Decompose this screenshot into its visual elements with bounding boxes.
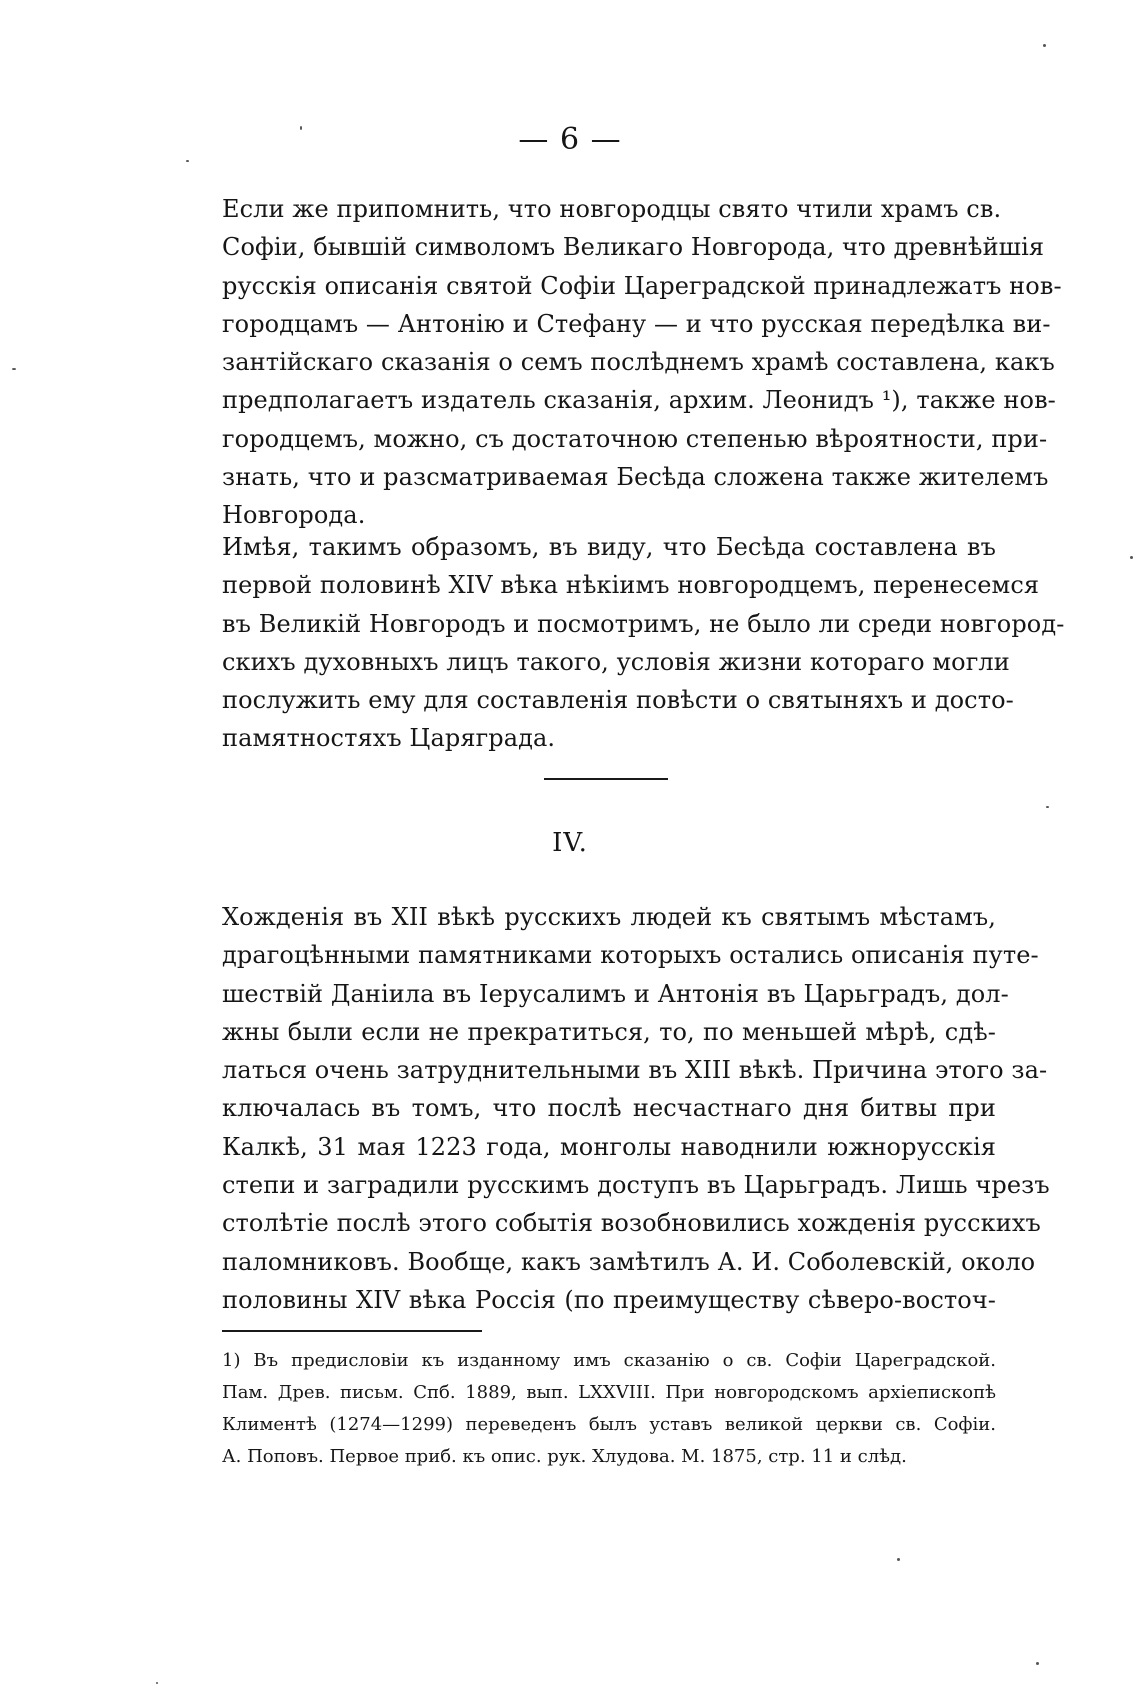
scan-speck <box>186 160 189 162</box>
scan-speck <box>1043 44 1046 47</box>
footnotes <box>222 1345 996 1473</box>
text-line: половины XIV вѣка Россія (по преимуществу сѣверо-восточ- <box>222 1285 996 1314</box>
text-line: жны были если не прекратиться, то, по меньшей мѣрѣ, сдѣ- <box>222 1017 996 1046</box>
text-line: знать, что и разсматриваемая Бесѣда сложена также жителемъ <box>222 463 1049 492</box>
paragraph-2 <box>222 528 1065 758</box>
scan-speck <box>1130 556 1133 559</box>
text-line: шествій Даніила въ Іерусалимъ и Антонія въ Царьградъ, дол- <box>222 979 1009 1008</box>
text-line: Софіи, бывшій символомъ Великаго Новгорода, что древнѣйшія <box>222 233 1045 262</box>
scan-speck <box>300 126 302 130</box>
text-line: городцамъ — Антонію и Стефану — и что русская передѣлка ви- <box>222 309 1051 338</box>
scan-speck <box>156 1682 158 1684</box>
footnote-line: Климентѣ (1274—1299) переведенъ былъ уставъ великой церкви св. Софіи. <box>222 1414 996 1435</box>
text-line: паломниковъ. Вообще, какъ замѣтилъ А. И. Соболевскій, около <box>222 1247 1036 1276</box>
text-line: зантійскаго сказанія о семъ послѣднемъ храмѣ составлена, какъ <box>222 348 1055 377</box>
text-line: Новгорода. <box>222 501 366 530</box>
text-line: предполагаетъ издатель сказанія, архим. Леонидъ ¹), также нов- <box>222 386 1056 415</box>
footnote-divider <box>222 1330 482 1332</box>
paragraph-1 <box>222 190 1062 535</box>
scan-speck <box>897 1558 900 1561</box>
page-number: — 6 — <box>518 122 622 157</box>
paragraph-3 <box>222 898 1050 1319</box>
text-line: степи и заградили русскимъ доступъ въ Царьградъ. Лишь чрезъ <box>222 1171 1050 1200</box>
text-line: городцемъ, можно, съ достаточною степенью вѣроятности, при- <box>222 424 1048 453</box>
scan-speck <box>12 368 16 370</box>
text-line: скихъ духовныхъ лицъ такого, условія жизни котораго могли <box>222 647 1010 676</box>
scan-speck <box>1046 806 1049 808</box>
section-divider <box>544 778 668 780</box>
text-line: ключалась въ томъ, что послѣ несчастнаго дня битвы при <box>222 1094 996 1123</box>
text-line: первой половинѣ XIV вѣка нѣкіимъ новгородцемъ, перенесемся <box>222 571 1040 600</box>
text-line: Если же припомнить, что новгородцы свято чтили храмъ св. <box>222 195 1002 223</box>
text-line: столѣтіе послѣ этого событія возобновились хожденія русскихъ <box>222 1209 1041 1238</box>
text-line: драгоцѣнными памятниками которыхъ остались описанія путе- <box>222 941 1039 970</box>
text-line: въ Великій Новгородъ и посмотримъ, не было ли среди новгород- <box>222 609 1065 638</box>
text-line: послужить ему для составленія повѣсти о святыняхъ и досто- <box>222 686 1014 715</box>
footnote-line: 1) Въ предисловіи къ изданному имъ сказанію о св. Софіи Цареградской. <box>222 1350 996 1371</box>
scan-speck <box>1036 1662 1039 1665</box>
footnote-line: Пам. Древ. письм. Спб. 1889, вып. LXXVIII. При новгородскомъ архіепископѣ <box>222 1382 996 1403</box>
footnote-line: А. Поповъ. Первое приб. къ опис. рук. Хлудова. М. 1875, стр. 11 и слѣд. <box>222 1446 907 1467</box>
section-heading: IV. <box>552 828 588 858</box>
text-line: Хожденія въ XII вѣкѣ русскихъ людей къ святымъ мѣстамъ, <box>222 903 996 931</box>
text-line: русскія описанія святой Софіи Цареградской принадлежатъ нов- <box>222 271 1062 300</box>
text-line: латься очень затруднительными въ XIII вѣкѣ. Причина этого за- <box>222 1056 1048 1085</box>
text-line: памятностяхъ Царяграда. <box>222 724 556 753</box>
text-line: Имѣя, такимъ образомъ, въ виду, что Бесѣда составлена въ <box>222 533 996 561</box>
text-line: Калкѣ, 31 мая 1223 года, монголы наводнили южнорусскія <box>222 1132 996 1161</box>
